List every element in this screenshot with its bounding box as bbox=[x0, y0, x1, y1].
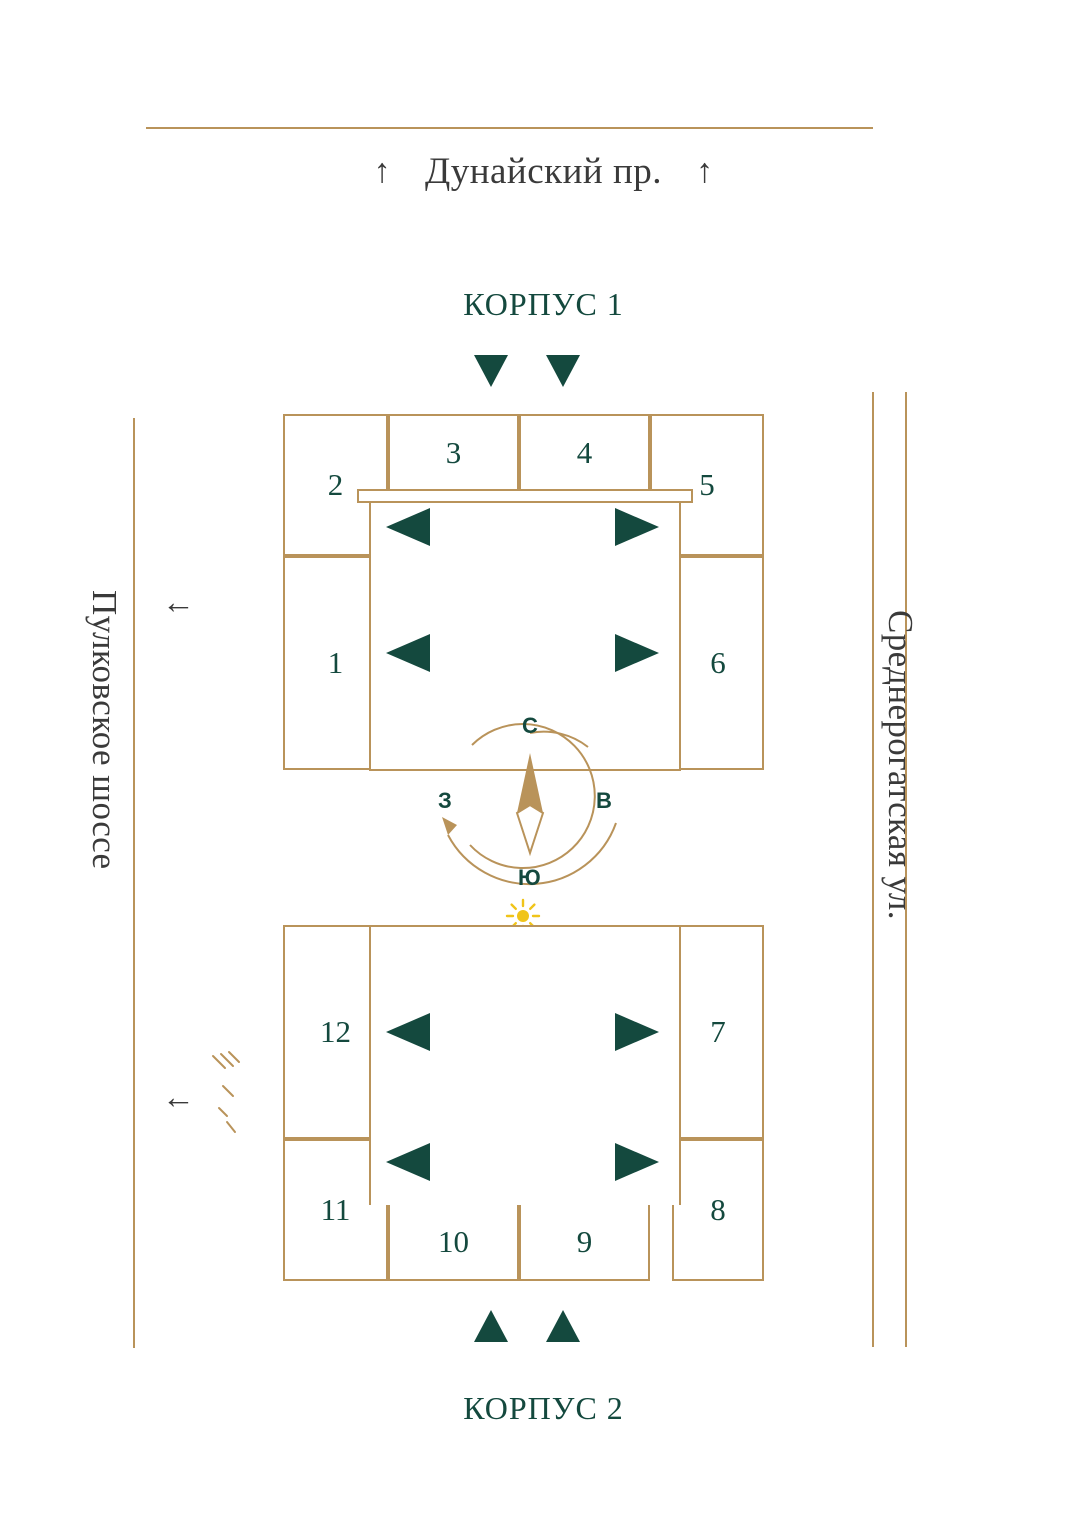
compass-label-east: В bbox=[596, 788, 612, 813]
street-label-srednerogatskaya: Среднерогатская ул. bbox=[881, 610, 920, 920]
section-label-10: 10 bbox=[438, 1224, 469, 1259]
courtyard-marker-k1-tr bbox=[615, 508, 659, 546]
street-line-srednerogatskaya-inner bbox=[872, 392, 874, 1347]
street-line-pulkovskoe bbox=[133, 418, 135, 1348]
section-label-2: 2 bbox=[327, 467, 344, 502]
courtyard-marker-k1-br bbox=[615, 634, 659, 672]
korpus-2-title: КОРПУС 2 bbox=[463, 1390, 624, 1426]
section-block-6[interactable] bbox=[672, 556, 764, 770]
entrance-marker-korpus1-right bbox=[546, 355, 580, 387]
courtyard-korpus1-lintel bbox=[357, 489, 693, 503]
section-label-12: 12 bbox=[320, 1014, 351, 1049]
section-label-3: 3 bbox=[445, 435, 462, 470]
compass-label-south: Ю bbox=[518, 865, 541, 890]
street-line-dunayskiy bbox=[146, 127, 873, 129]
section-block-9[interactable] bbox=[519, 1203, 650, 1281]
compass-label-west: З bbox=[438, 788, 452, 813]
street-name-top: Дунайский пр. bbox=[424, 151, 663, 192]
section-label-9: 9 bbox=[576, 1224, 593, 1259]
courtyard-marker-k2-bl bbox=[386, 1143, 430, 1181]
arrow-left-icon-bottom: ← bbox=[162, 1080, 195, 1116]
decorative-squiggle bbox=[205, 1050, 251, 1140]
entrance-marker-korpus2-right bbox=[546, 1310, 580, 1342]
arrow-up-icon-left: ↑ bbox=[373, 152, 391, 190]
section-label-8: 8 bbox=[710, 1192, 726, 1227]
entrance-marker-korpus2-left bbox=[474, 1310, 508, 1342]
compass-label-north: С bbox=[522, 713, 538, 738]
section-label-1: 1 bbox=[327, 645, 344, 680]
section-block-10[interactable] bbox=[388, 1203, 519, 1281]
section-block-7[interactable] bbox=[672, 925, 764, 1139]
section-label-11: 11 bbox=[320, 1192, 351, 1227]
courtyard-marker-k1-bl bbox=[386, 634, 430, 672]
section-label-6: 6 bbox=[710, 645, 726, 680]
courtyard-marker-k2-tr bbox=[615, 1013, 659, 1051]
section-label-4: 4 bbox=[576, 435, 593, 470]
entrance-marker-korpus1-left bbox=[474, 355, 508, 387]
section-label-5: 5 bbox=[699, 467, 715, 502]
street-label-pulkovskoe: Пулковское шоссе bbox=[85, 590, 124, 870]
courtyard-marker-k2-tl bbox=[386, 1013, 430, 1051]
courtyard-marker-k1-tl bbox=[386, 508, 430, 546]
street-label-dunayskiy bbox=[0, 150, 1087, 193]
section-label-7: 7 bbox=[710, 1014, 726, 1049]
courtyard-marker-k2-br bbox=[615, 1143, 659, 1181]
arrow-left-icon-top: ← bbox=[162, 585, 195, 621]
korpus-1-title: КОРПУС 1 bbox=[463, 286, 624, 322]
section-block-8[interactable] bbox=[672, 1139, 764, 1281]
arrow-up-icon-right: ↑ bbox=[696, 152, 714, 190]
section-block-4[interactable] bbox=[519, 414, 650, 492]
section-block-3[interactable] bbox=[388, 414, 519, 492]
